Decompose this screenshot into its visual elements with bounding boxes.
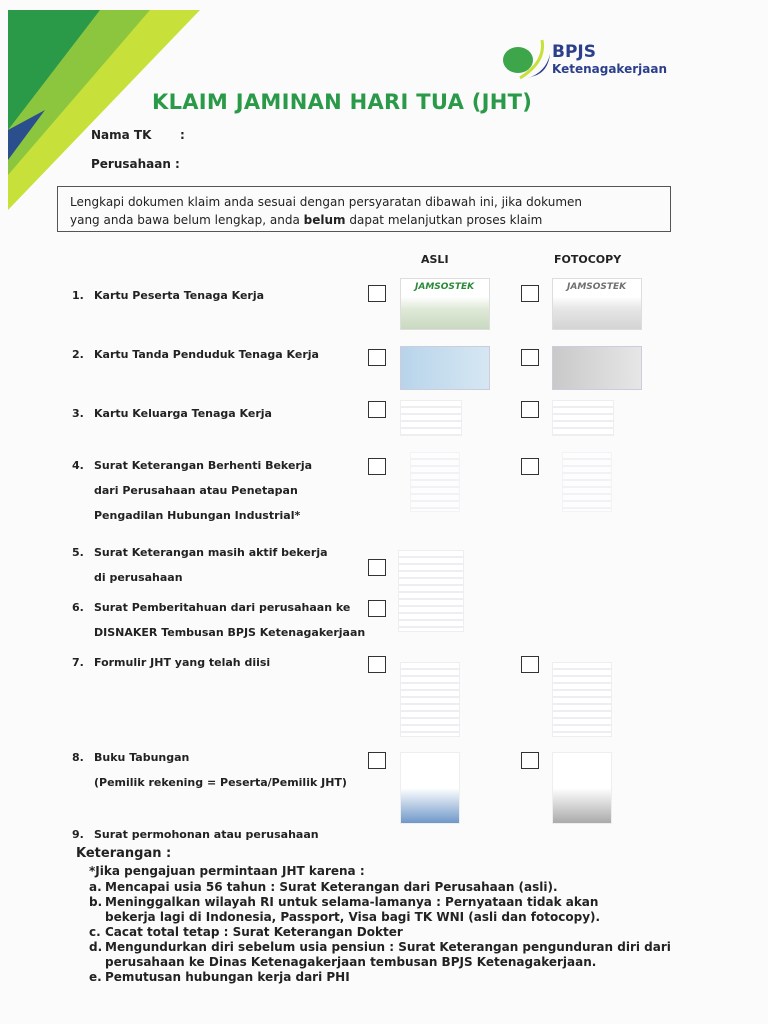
checkbox-asli-2[interactable] [368, 349, 386, 366]
item-label: Surat permohonan atau perusahaan [94, 828, 319, 841]
buku-tabungan-thumbnail [552, 752, 612, 824]
item-label: Surat Keterangan Berhenti Bekerja [94, 459, 313, 472]
perusahaan-label: Perusahaan [91, 157, 171, 171]
item-number: 6. [72, 601, 84, 614]
keterangan-heading: Keterangan : [76, 846, 172, 861]
logo-brand: BPJS [552, 42, 596, 62]
point-text: Cacat total tetap : Surat Keterangan Dokter [105, 925, 403, 939]
nama-tk-sep: : [180, 128, 185, 142]
formulir-thumbnail [552, 662, 612, 737]
item-label: Pengadilan Hubungan Industrial* [94, 509, 301, 522]
checkbox-fotocopy-1[interactable] [521, 285, 539, 302]
perusahaan-sep: : [175, 157, 180, 171]
formulir-thumbnail [400, 662, 460, 737]
notice-line2 [70, 211, 658, 229]
jamsostek-card-thumbnail [400, 278, 490, 330]
item-line [72, 283, 264, 308]
checkbox-fotocopy-2[interactable] [521, 349, 539, 366]
bpjs-logo [500, 38, 700, 83]
item-line [72, 620, 365, 645]
notice-line1: Lengkapi dokumen klaim anda sesuai dengan persyaratan dibawah ini, jika dokumen [70, 195, 582, 209]
item-line [72, 503, 312, 528]
item-number: 4. [72, 459, 84, 472]
keterangan-line [89, 880, 558, 895]
item-number: 7. [72, 656, 84, 669]
item-label: Formulir JHT yang telah diisi [94, 656, 271, 669]
kk-thumbnail [552, 400, 614, 436]
notice-box [57, 186, 671, 232]
point-mark: e. [89, 970, 102, 984]
item-line [72, 565, 328, 590]
checkbox-asli-8[interactable] [368, 752, 386, 769]
item-line [72, 453, 312, 478]
surat-berhenti-thumbnail [562, 452, 612, 512]
item-number: 9. [72, 828, 84, 841]
checklist-item [72, 822, 319, 847]
keterangan-line [89, 910, 600, 925]
item-label: Surat Pemberitahuan dari perusahaan ke [94, 601, 351, 614]
item-label: (Pemilik rekening = Peserta/Pemilik JHT) [94, 776, 347, 789]
point-text: Meninggalkan wilayah RI untuk selama-lamanya : Pernyataan tidak akan [105, 895, 599, 909]
item-line [72, 745, 347, 770]
surat-berhenti-thumbnail [410, 452, 460, 512]
checkbox-asli-5[interactable] [368, 559, 386, 576]
logo-sub: Ketenagakerjaan [552, 62, 667, 76]
notice-bold: belum [303, 213, 346, 227]
item-label: Kartu Tanda Penduduk Tenaga Kerja [94, 348, 319, 361]
point-text: Mengundurkan diri sebelum usia pensiun : Surat Keterangan pengunduran diri dari [105, 940, 671, 954]
item-line [72, 770, 347, 795]
item-line [72, 822, 319, 847]
point-mark: c. [89, 925, 101, 939]
item-line [72, 342, 319, 367]
checklist-item [72, 595, 365, 645]
item-line [72, 540, 328, 565]
column-fotocopy: FOTOCOPY [554, 253, 622, 266]
point-mark: d. [89, 940, 103, 954]
keterangan-line [89, 925, 403, 940]
point-text: Pemutusan hubungan kerja dari PHI [105, 970, 350, 984]
checkbox-fotocopy-3[interactable] [521, 401, 539, 418]
keterangan-line [89, 955, 596, 970]
item-number: 1. [72, 289, 84, 302]
card-brand: JAMSOSTEK [567, 282, 627, 292]
item-label: Kartu Peserta Tenaga Kerja [94, 289, 265, 302]
item-line [72, 595, 365, 620]
logo-mark-icon [500, 38, 550, 80]
notice-text: dapat melanjutkan proses klaim [345, 213, 543, 227]
checkbox-asli-3[interactable] [368, 401, 386, 418]
keterangan-line [89, 895, 598, 910]
checklist-item [72, 540, 328, 590]
ktp-thumbnail [552, 346, 642, 390]
point-text: Mencapai usia 56 tahun : Surat Keterangan dari Perusahaan (asli). [105, 880, 558, 894]
item-label: Buku Tabungan [94, 751, 190, 764]
item-number: 3. [72, 407, 84, 420]
checkbox-fotocopy-7[interactable] [521, 656, 539, 673]
checkbox-fotocopy-4[interactable] [521, 458, 539, 475]
point-text: bekerja lagi di Indonesia, Passport, Visa bagi TK WNI (asli dan fotocopy). [105, 910, 601, 924]
kk-thumbnail [400, 400, 462, 436]
jamsostek-card-thumbnail [552, 278, 642, 330]
item-label: di perusahaan [94, 571, 183, 584]
checkbox-asli-1[interactable] [368, 285, 386, 302]
checkbox-asli-6[interactable] [368, 600, 386, 617]
point-text: perusahaan ke Dinas Ketenagakerjaan tembusan BPJS Ketenagakerjaan. [105, 955, 597, 969]
checkbox-asli-7[interactable] [368, 656, 386, 673]
item-line [72, 478, 312, 503]
checklist-item [72, 745, 347, 795]
point-mark: a. [89, 880, 102, 894]
item-label: Kartu Keluarga Tenaga Kerja [94, 407, 272, 420]
page-title: KLAIM JAMINAN HARI TUA (JHT) [152, 90, 533, 114]
item-number: 5. [72, 546, 84, 559]
checklist-item [72, 283, 264, 308]
item-number: 8. [72, 751, 84, 764]
column-asli: ASLI [421, 253, 449, 266]
buku-tabungan-thumbnail [400, 752, 460, 824]
item-label: DISNAKER Tembusan BPJS Ketenagakerjaan [94, 626, 366, 639]
item-label: Surat Keterangan masih aktif bekerja [94, 546, 328, 559]
checkbox-fotocopy-8[interactable] [521, 752, 539, 769]
nama-tk-label: Nama TK [91, 128, 152, 142]
item-number: 2. [72, 348, 84, 361]
checklist-item [72, 401, 272, 426]
point-mark: b. [89, 895, 103, 909]
item-line [72, 401, 272, 426]
keterangan-line [89, 940, 671, 955]
checkbox-asli-4[interactable] [368, 458, 386, 475]
card-brand: JAMSOSTEK [415, 282, 475, 292]
item-label: dari Perusahaan atau Penetapan [94, 484, 298, 497]
surat-aktif-thumbnail [398, 550, 464, 632]
notice-text: yang anda bawa belum lengkap, anda [70, 213, 304, 227]
keterangan-intro: *Jika pengajuan permintaan JHT karena : [89, 864, 365, 878]
item-line [72, 650, 270, 675]
checklist-item [72, 342, 319, 367]
checklist-item [72, 453, 312, 528]
ktp-thumbnail [400, 346, 490, 390]
checklist-item [72, 650, 270, 675]
keterangan-line [89, 970, 350, 985]
